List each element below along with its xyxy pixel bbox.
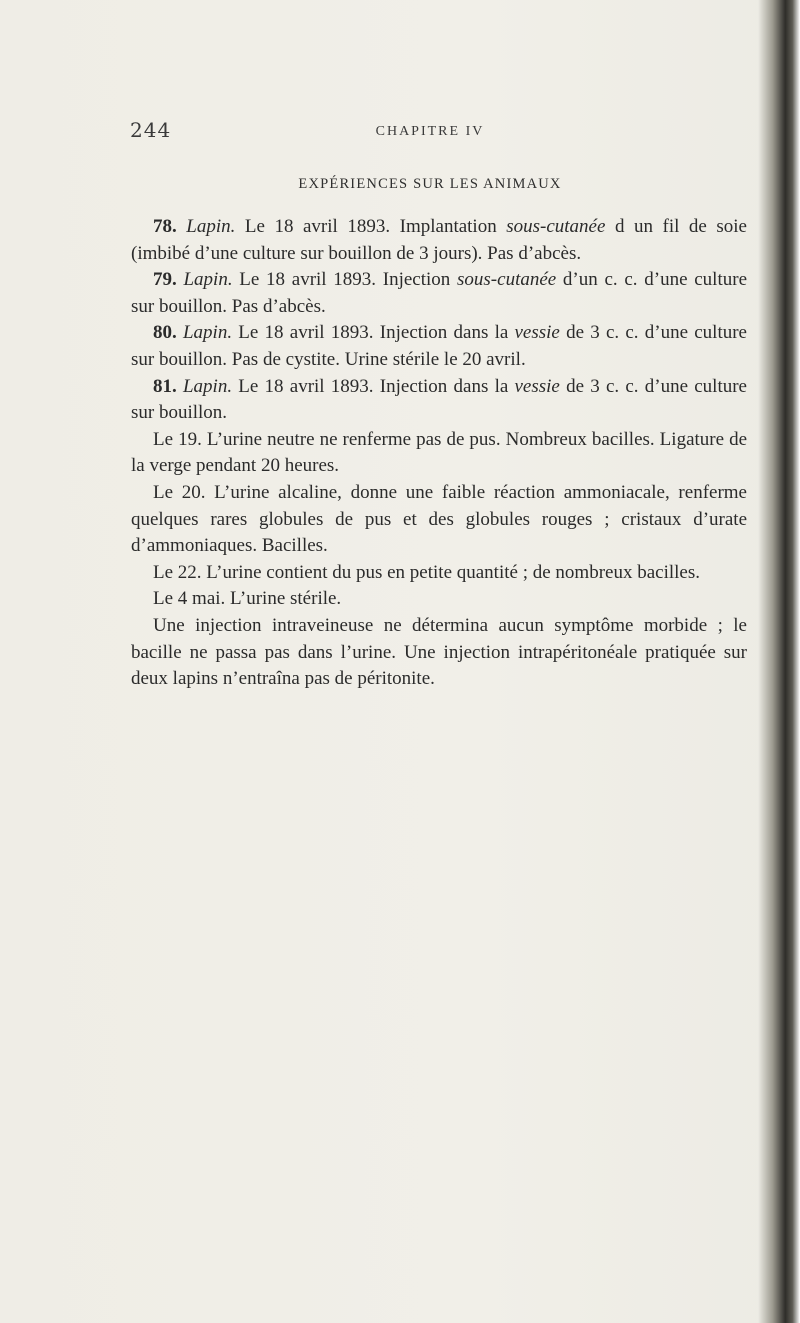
- experiment-entry: [131, 214, 747, 267]
- entry-text: de 3 c. c. d’une culture sur bouillon. Pas de cystite. Urine stérile le 20 avril.: [131, 322, 747, 370]
- entry-text: Le 18 avril 1893. Injection dans la: [232, 322, 515, 344]
- entry-number: 78.: [153, 216, 177, 237]
- observation-paragraph: Le 22. L’urine contient du pus en petite quantité ; de nombreux bacilles.: [153, 561, 700, 583]
- section-title: EXPÉRIENCES SUR LES ANIMAUX: [298, 176, 562, 192]
- entry-text: d’un c. c. d’une culture sur bouillon. Pas d’abcès.: [131, 269, 747, 317]
- entry-italic-term: sous-cutanée: [457, 269, 557, 291]
- entry-animal: Lapin.: [182, 375, 233, 397]
- running-head: [130, 118, 730, 148]
- body-text: [131, 214, 747, 693]
- entry-text: Le 18 avril 1893. Injection dans la: [232, 375, 515, 397]
- entry-italic-term: sous-cutanée: [506, 216, 606, 237]
- observation-paragraph: Le 20. L’urine alcaline, donne une faible réaction ammoniacale, renferme quelques rares globules de pus et des globules rouges ; cristaux d’urate d’ammoniaques. Bacilles.: [131, 481, 747, 557]
- entry-text: de 3 c. c. d’une culture sur bouillon.: [131, 375, 747, 424]
- entry-text: d un fil de soie (imbibé d’une culture sur bouillon de 3 jours). Pas d’abcès.: [131, 216, 747, 264]
- entry-number: 79.: [153, 269, 177, 291]
- observation-paragraph: Le 19. L’urine neutre ne renferme pas de pus. Nombreux bacilles. Ligature de la verge pendant 20 heures.: [131, 428, 747, 477]
- entry-animal: Lapin.: [183, 269, 233, 291]
- page-number: 244: [130, 118, 172, 142]
- observation-paragraph: Une injection intraveineuse ne détermina aucun symptôme morbide ; le bacille ne passa pas dans l’urine. Une injection intrapéritonéale pratiquée sur deux lapins n’entraîna pas de péritonite.: [131, 614, 747, 690]
- entry-italic-term: vessie: [514, 375, 560, 397]
- experiment-entry: [131, 267, 747, 320]
- entry-number: 80.: [153, 322, 177, 344]
- experiment-entry: [131, 320, 747, 373]
- entry-text: Le 18 avril 1893. Injection: [232, 269, 458, 291]
- chapter-heading: CHAPITRE IV: [375, 124, 485, 139]
- entry-animal: Lapin.: [186, 216, 236, 237]
- observation-paragraph: Le 4 mai. L’urine stérile.: [153, 588, 342, 610]
- entry-number: 81.: [153, 375, 177, 397]
- entry-italic-term: vessie: [514, 322, 560, 344]
- entry-text: Le 18 avril 1893. Implantation: [235, 216, 507, 237]
- entry-animal: Lapin.: [182, 322, 233, 344]
- page-edge-shadow: [758, 0, 800, 1323]
- experiment-entry: [131, 374, 747, 427]
